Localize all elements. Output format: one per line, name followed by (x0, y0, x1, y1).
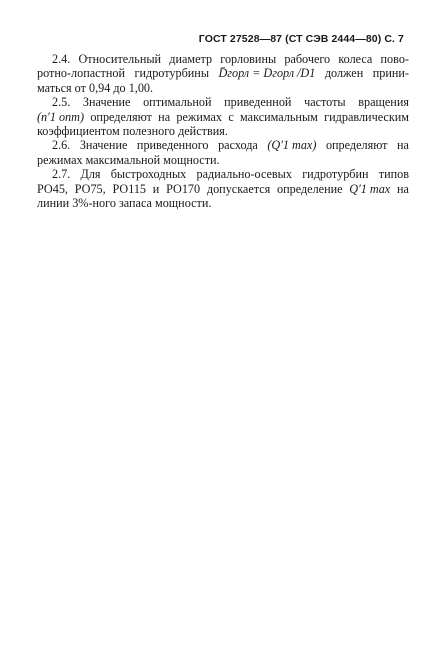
formula: (Q′1 max) (267, 138, 317, 153)
text-line: 2.4. Относительный диаметр горловины рабочего колеса пово- (52, 52, 409, 66)
formula: (n′1 опт) (37, 109, 85, 124)
text-line: коэффициентом полезного действия. (37, 124, 228, 139)
text-line: маться от 0,94 до 1,00. (37, 80, 154, 95)
paragraph-2-6 (37, 138, 409, 167)
text-line: ротно-лопастной гидротурбины D̄горл = Dгорл /D1 должен прини- (37, 66, 409, 81)
formula: Q′1 max (349, 181, 391, 196)
page-header: ГОСТ 27528—87 (СТ СЭВ 2444—80) С. 7 (198, 33, 404, 45)
formula: D̄горл = Dгорл /D1 (218, 66, 316, 81)
paragraph-2-5 (37, 95, 409, 138)
paragraph-2-4 (37, 52, 409, 95)
paragraph-2-7 (37, 167, 409, 210)
document-body (37, 52, 409, 210)
text-line: 2.7. Для быстроходных радиально-осевых гидротурбин типов (52, 167, 409, 182)
text-line: линии 3%-ного запаса мощности. (37, 196, 212, 211)
text-line: 2.5. Значение оптимальной приведенной частоты вращения (52, 95, 409, 110)
text-line: режимах максимальной мощности. (37, 152, 220, 167)
text-line: (n′1 опт) определяют на режимах с максимальным гидравлическим (37, 109, 409, 124)
text-line: РО45, РО75, РО115 и РО170 допускается определение Q′1 max на (37, 181, 409, 196)
text-line: 2.6. Значение приведенного расхода (Q′1 max) определяют на (52, 138, 409, 153)
